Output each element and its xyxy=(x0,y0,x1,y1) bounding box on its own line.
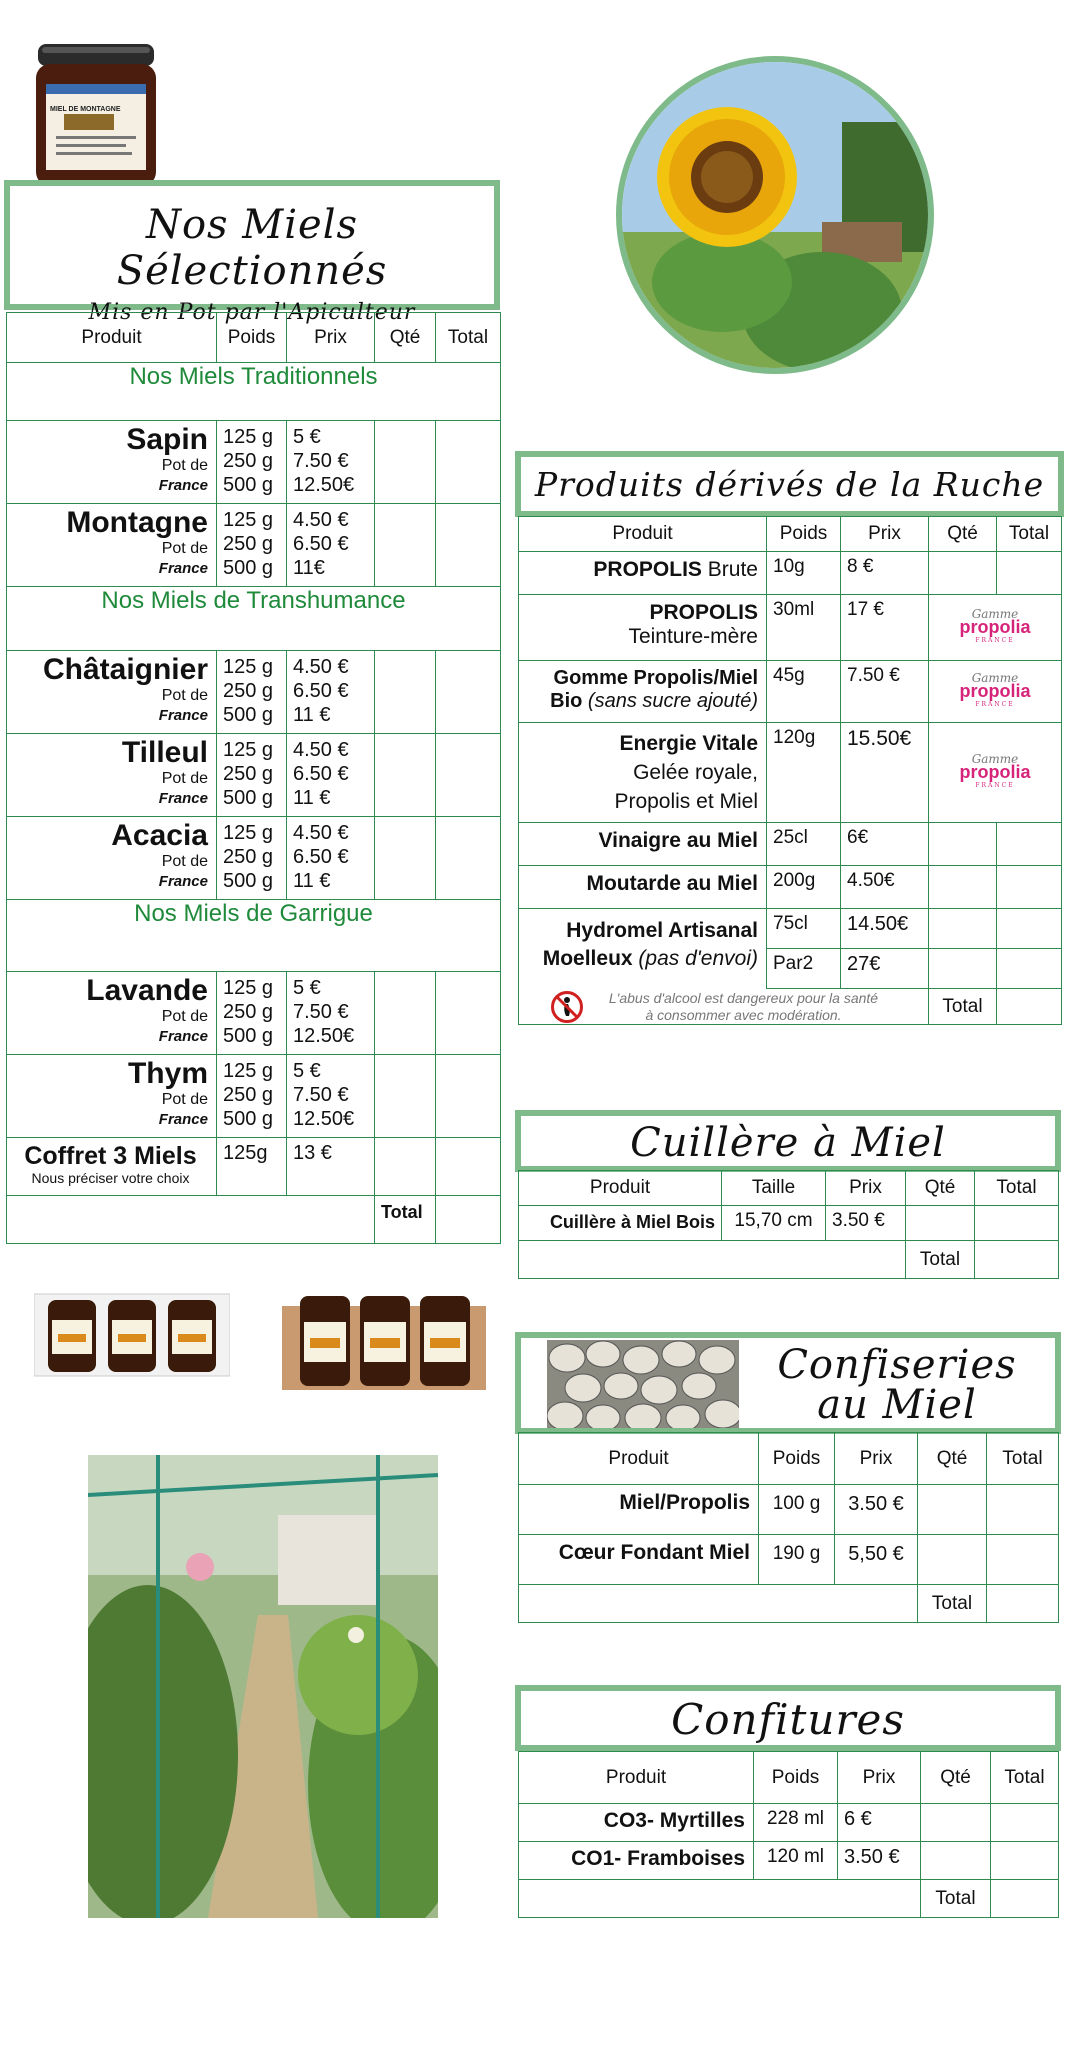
weight: 125 g xyxy=(223,1060,274,1082)
product-name: PROPOLIS xyxy=(649,601,758,624)
table-row xyxy=(7,504,501,587)
jar-label-text: MIEL DE MONTAGNE xyxy=(50,106,121,113)
weight: 30ml xyxy=(767,595,841,661)
weight: 250 g xyxy=(223,1001,274,1023)
col-taille: Taille xyxy=(722,1171,826,1206)
origin-label: France xyxy=(158,707,208,724)
price: 17 € xyxy=(841,595,929,661)
qty-cell[interactable] xyxy=(375,651,436,734)
ruche-title-box xyxy=(515,451,1064,517)
origin-label: France xyxy=(158,873,208,890)
grand-total-cell[interactable] xyxy=(975,1241,1059,1279)
total-cell[interactable] xyxy=(436,421,501,504)
weight: 125 g xyxy=(223,822,274,844)
price: 7.50 € xyxy=(293,450,349,472)
propolia-country: FRANCE xyxy=(975,782,1015,789)
table-row xyxy=(7,1138,501,1196)
product-name: Châtaignier xyxy=(42,653,208,686)
table-row xyxy=(7,651,501,734)
weight: 228 ml xyxy=(754,1804,838,1842)
cuillere-title-box xyxy=(515,1110,1061,1172)
price: 3.50 € xyxy=(835,1485,918,1535)
confiseries-title-line1: Confiseries xyxy=(777,1342,1017,1388)
price: 12.50€ xyxy=(293,474,355,496)
grand-total-cell[interactable] xyxy=(987,1585,1059,1623)
price: 27€ xyxy=(841,949,929,989)
total-cell[interactable] xyxy=(997,552,1062,595)
col-produit: Produit xyxy=(519,1433,759,1485)
propolia-logo xyxy=(929,753,1061,792)
honey-jar-image xyxy=(34,44,158,190)
product-name: Hydromel Artisanal xyxy=(566,919,758,942)
no-pregnancy-icon xyxy=(551,991,583,1023)
propolia-brand: propolia xyxy=(959,617,1031,637)
price: 3.50 € xyxy=(826,1206,906,1241)
qty-cell[interactable] xyxy=(918,1535,987,1585)
col-produit: Produit xyxy=(519,1171,722,1206)
price: 6 € xyxy=(838,1804,921,1842)
weight: 500 g xyxy=(223,474,274,496)
table-row xyxy=(519,1206,1059,1241)
col-produit: Produit xyxy=(519,1752,754,1804)
price: 4.50 € xyxy=(293,822,349,844)
table-row xyxy=(7,1055,501,1138)
table-row xyxy=(519,909,1062,949)
qty-cell[interactable] xyxy=(375,817,436,900)
table-row xyxy=(7,421,501,504)
weight: 75cl xyxy=(767,909,841,949)
table-row xyxy=(519,1804,1059,1842)
total-cell[interactable] xyxy=(436,972,501,1055)
table-row xyxy=(519,552,1062,595)
total-cell[interactable] xyxy=(991,1842,1059,1880)
pot-label: Pot de xyxy=(161,687,208,704)
product-name: Miel/Propolis xyxy=(519,1485,759,1535)
table-row xyxy=(519,595,1062,661)
candies-photo xyxy=(547,1340,739,1428)
price: 5 € xyxy=(293,426,321,448)
col-prix: Prix xyxy=(826,1171,906,1206)
col-prix: Prix xyxy=(838,1752,921,1804)
product-detail-italic: (pas d'envoi) xyxy=(638,947,758,970)
col-prix: Prix xyxy=(287,313,375,363)
weight: 250 g xyxy=(223,533,274,555)
qty-cell[interactable] xyxy=(375,1138,436,1196)
weight: 120 ml xyxy=(754,1842,838,1880)
weight: Par2 xyxy=(767,949,841,989)
ruche-title: Produits dérivés de la Ruche xyxy=(534,465,1045,504)
price: 7.50 € xyxy=(841,661,929,723)
price: 6.50 € xyxy=(293,680,349,702)
col-qte: Qté xyxy=(918,1433,987,1485)
total-cell[interactable] xyxy=(975,1206,1059,1241)
weight: 500 g xyxy=(223,1025,274,1047)
ruche-table xyxy=(518,516,1062,1025)
qty-cell[interactable] xyxy=(929,552,997,595)
total-cell[interactable] xyxy=(991,1804,1059,1842)
qty-cell[interactable] xyxy=(918,1485,987,1535)
product-detail-bold: Bio xyxy=(550,690,583,712)
weight: 25cl xyxy=(767,823,841,866)
product-name: Lavande xyxy=(86,974,208,1007)
product-detail: Brute xyxy=(707,558,758,581)
product-detail-italic: (sans sucre ajouté) xyxy=(587,690,758,712)
origin-label: France xyxy=(158,1028,208,1045)
product-detail: Propolis et Miel xyxy=(614,790,758,813)
total-cell[interactable] xyxy=(436,504,501,587)
table-row xyxy=(519,1485,1059,1535)
product-name: Vinaigre au Miel xyxy=(598,829,758,852)
cuillere-table xyxy=(518,1170,1059,1279)
product-name: Montagne xyxy=(66,506,208,539)
product-name: Gomme Propolis/Miel xyxy=(553,667,758,689)
table-row xyxy=(519,723,1062,823)
weight: 250 g xyxy=(223,763,274,785)
price: 4.50 € xyxy=(293,509,349,531)
price: 7.50 € xyxy=(293,1001,349,1023)
price: 6€ xyxy=(841,823,929,866)
confitures-table xyxy=(518,1751,1059,1918)
total-label: Total xyxy=(375,1196,436,1244)
product-detail: Teinture-mère xyxy=(628,625,758,648)
pot-label: Pot de xyxy=(161,770,208,787)
price: 5 € xyxy=(293,1060,321,1082)
table-row xyxy=(519,823,1062,866)
page-title: Nos Miels Sélectionnés xyxy=(116,202,388,294)
price: 4.50 € xyxy=(293,656,349,678)
miels-table xyxy=(6,312,501,1244)
price: 6.50 € xyxy=(293,533,349,555)
price: 6.50 € xyxy=(293,846,349,868)
table-row xyxy=(519,1842,1059,1880)
col-total: Total xyxy=(987,1433,1059,1485)
product-detail: Gelée royale, xyxy=(633,761,758,784)
size: 15,70 cm xyxy=(722,1206,826,1241)
origin-label: France xyxy=(158,560,208,577)
col-total: Total xyxy=(991,1752,1059,1804)
propolia-brand: propolia xyxy=(959,762,1031,782)
confiseries-table xyxy=(518,1432,1059,1623)
col-qte: Qté xyxy=(375,313,436,363)
category-heading: Nos Miels de Transhumance xyxy=(7,587,501,651)
total-cell[interactable] xyxy=(997,866,1062,909)
propolia-country: FRANCE xyxy=(975,701,1015,708)
pot-label: Pot de xyxy=(161,853,208,870)
total-label: Total xyxy=(918,1585,987,1623)
propolia-logo xyxy=(929,672,1061,711)
confitures-title: Confitures xyxy=(671,1695,905,1744)
weight: 190 g xyxy=(759,1535,835,1585)
grand-total-cell[interactable] xyxy=(991,1880,1059,1918)
total-cell[interactable] xyxy=(997,909,1062,949)
product-name: Acacia xyxy=(111,819,208,852)
qty-cell[interactable] xyxy=(929,823,997,866)
coffret-price: 13 € xyxy=(287,1138,375,1196)
table-row xyxy=(519,661,1062,723)
miels-title-box xyxy=(4,180,500,325)
table-row xyxy=(519,866,1062,909)
col-total: Total xyxy=(436,313,501,363)
price: 7.50 € xyxy=(293,1084,349,1106)
weight: 500 g xyxy=(223,557,274,579)
grand-total-cell[interactable] xyxy=(436,1196,501,1244)
product-name: Energie Vitale xyxy=(619,732,758,755)
cuillere-title: Cuillère à Miel xyxy=(630,1120,946,1166)
weight: 125 g xyxy=(223,739,274,761)
weight: 125 g xyxy=(223,977,274,999)
category-heading: Nos Miels de Garrigue xyxy=(7,900,501,972)
weight: 500 g xyxy=(223,1108,274,1130)
product-name: Cœur Fondant Miel xyxy=(519,1535,759,1585)
price: 11 € xyxy=(293,704,331,726)
propolia-brand: propolia xyxy=(959,681,1031,701)
weight: 10g xyxy=(767,552,841,595)
total-cell[interactable] xyxy=(436,1055,501,1138)
product-name: Thym xyxy=(127,1057,208,1090)
total-cell[interactable] xyxy=(436,734,501,817)
qty-cell[interactable] xyxy=(929,949,997,989)
product-detail-bold: Moelleux xyxy=(542,947,633,970)
col-poids: Poids xyxy=(759,1433,835,1485)
pot-label: Pot de xyxy=(161,1091,208,1108)
table-row xyxy=(7,817,501,900)
qty-cell[interactable] xyxy=(375,734,436,817)
qty-cell[interactable] xyxy=(375,1055,436,1138)
price: 8 € xyxy=(841,552,929,595)
price: 11€ xyxy=(293,557,325,579)
col-qte: Qté xyxy=(921,1752,991,1804)
coffret-name: Coffret 3 Miels xyxy=(24,1142,197,1170)
price: 14.50€ xyxy=(841,909,929,949)
col-total: Total xyxy=(975,1171,1059,1206)
col-poids: Poids xyxy=(767,517,841,552)
confiseries-title-box xyxy=(515,1332,1061,1434)
weight: 250 g xyxy=(223,680,274,702)
weight: 250 g xyxy=(223,450,274,472)
product-name: CO1- Framboises xyxy=(519,1842,754,1880)
qty-cell[interactable] xyxy=(906,1206,975,1241)
total-cell[interactable] xyxy=(436,651,501,734)
weight: 200g xyxy=(767,866,841,909)
pot-label: Pot de xyxy=(161,457,208,474)
total-label: Total xyxy=(929,989,997,1025)
weight: 120g xyxy=(767,723,841,823)
propolia-logo xyxy=(929,608,1061,647)
table-row xyxy=(7,734,501,817)
table-row xyxy=(7,972,501,1055)
coffret-note: Nous préciser votre choix xyxy=(31,1170,190,1186)
sunflower-photo xyxy=(616,56,934,374)
price: 12.50€ xyxy=(293,1025,355,1047)
weight: 500 g xyxy=(223,704,274,726)
weight: 125 g xyxy=(223,509,274,531)
qty-cell[interactable] xyxy=(375,421,436,504)
page-subtitle: Mis en Pot par l'Apiculteur xyxy=(88,300,416,325)
product-name: Sapin xyxy=(126,423,208,456)
total-label: Total xyxy=(906,1241,975,1279)
product-name: CO3- Myrtilles xyxy=(519,1804,754,1842)
confitures-title-box xyxy=(515,1685,1061,1751)
alcohol-warning-line2: à consommer avec modération. xyxy=(645,1006,842,1023)
col-prix: Prix xyxy=(835,1433,918,1485)
origin-label: France xyxy=(158,477,208,494)
col-prix: Prix xyxy=(841,517,929,552)
col-produit: Produit xyxy=(519,517,767,552)
product-name: Tilleul xyxy=(121,736,208,769)
weight: 500 g xyxy=(223,787,274,809)
gamme-label: Gamme xyxy=(971,607,1019,621)
price: 11 € xyxy=(293,870,331,892)
coffret-photo-left xyxy=(34,1290,230,1380)
weight: 100 g xyxy=(759,1485,835,1535)
total-cell[interactable] xyxy=(997,949,1062,989)
product-name: PROPOLIS xyxy=(593,558,702,581)
qty-cell[interactable] xyxy=(929,909,997,949)
product-name: Moutarde au Miel xyxy=(586,872,758,895)
gamme-label: Gamme xyxy=(971,671,1019,685)
pot-label: Pot de xyxy=(161,540,208,557)
weight: 250 g xyxy=(223,846,274,868)
category-heading: Nos Miels Traditionnels xyxy=(7,363,501,421)
col-poids: Poids xyxy=(754,1752,838,1804)
origin-label: France xyxy=(158,1111,208,1128)
total-cell[interactable] xyxy=(987,1535,1059,1585)
col-produit: Produit xyxy=(7,313,217,363)
price: 11 € xyxy=(293,787,331,809)
col-qte: Qté xyxy=(929,517,997,552)
table-row xyxy=(519,1535,1059,1585)
weight: 125 g xyxy=(223,656,274,678)
total-label: Total xyxy=(921,1880,991,1918)
col-qte: Qté xyxy=(906,1171,975,1206)
product-name: Cuillère à Miel Bois xyxy=(519,1206,722,1241)
col-total: Total xyxy=(997,517,1062,552)
alcohol-warning-line1: L'abus d'alcool est dangereux pour la santé xyxy=(608,989,879,1006)
gamme-label: Gamme xyxy=(971,752,1019,766)
price: 4.50€ xyxy=(841,866,929,909)
qty-cell[interactable] xyxy=(921,1804,991,1842)
qty-cell[interactable] xyxy=(921,1842,991,1880)
qty-cell[interactable] xyxy=(929,866,997,909)
price: 3.50 € xyxy=(838,1842,921,1880)
price: 5 € xyxy=(293,977,321,999)
confiseries-title-line2: au Miel xyxy=(817,1382,977,1428)
price: 15.50€ xyxy=(841,723,929,823)
propolia-country: FRANCE xyxy=(975,637,1015,644)
total-cell[interactable] xyxy=(987,1485,1059,1535)
col-poids: Poids xyxy=(217,313,287,363)
total-cell[interactable] xyxy=(436,1138,501,1196)
price: 6.50 € xyxy=(293,763,349,785)
weight: 45g xyxy=(767,661,841,723)
origin-label: France xyxy=(158,790,208,807)
weight: 500 g xyxy=(223,870,274,892)
total-cell[interactable] xyxy=(436,817,501,900)
price: 12.50€ xyxy=(293,1108,355,1130)
grand-total-cell[interactable] xyxy=(997,989,1062,1025)
price: 5,50 € xyxy=(835,1535,918,1585)
garden-photo xyxy=(88,1455,438,1918)
coffret-photo-right xyxy=(282,1296,486,1392)
coffret-weight: 125g xyxy=(217,1138,287,1196)
qty-cell[interactable] xyxy=(375,504,436,587)
weight: 250 g xyxy=(223,1084,274,1106)
price: 4.50 € xyxy=(293,739,349,761)
weight: 125 g xyxy=(223,426,274,448)
total-cell[interactable] xyxy=(997,823,1062,866)
pot-label: Pot de xyxy=(161,1008,208,1025)
qty-cell[interactable] xyxy=(375,972,436,1055)
